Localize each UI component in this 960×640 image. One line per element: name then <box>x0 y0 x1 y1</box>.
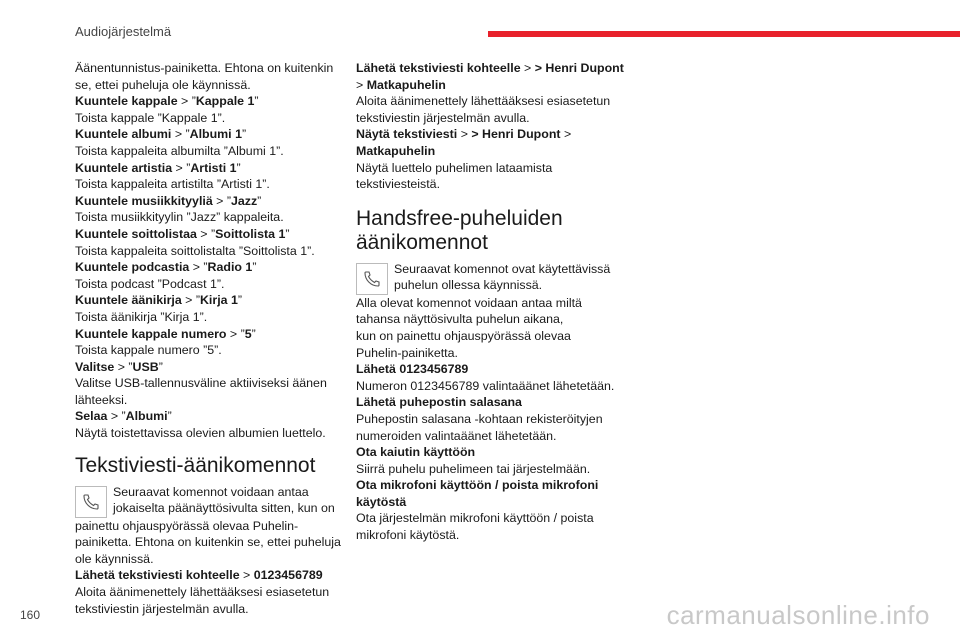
command-entry: Näytä tekstiviesti > > Henri Dupont > Matkapuhelin Näytä luettelo puhelimen lataamista tekstiviesteistä. <box>356 127 572 192</box>
left-column: Äänentunnistus-painiketta. Ehtona on kuitenkin se, ettei puheluja ole käynnissä. Kuuntele kappale > ”Kappale 1” Toista kappale ”Kappale 1”. Kuuntele albumi > ”Albumi 1” Toista kappaleita albumilta ”Albumi 1”. Kuuntele artistia > ”Artisti 1” Toista kappaleita artistilta ”Artisti 1”. Kuuntele musiikkityyliä > ”Jazz” Toista musiikkityylin ”Jazz” kappaleita. Kuuntele soittolistaa > ”Soittolista 1” Toista kappaleita soittolistalta ”Soittolista 1”. Kuuntele podcastia > ”Radio 1” Toista podcast ”Podcast 1”. Kuuntele äänikirja > ”Kirja 1” Toista äänikirja ”Kirja 1”. Kuuntele kappale numero > ”5” Toista kappale numero ”5”. Valitse > ”USB” Valitse USB-tallennusväline aktiiviseksi äänen lähteeksi. Selaa > ”Albumi” Näytä toistettavissa olevien albumien luettelo. Tekstiviesti-äänikomennot Seuraavat komennot voidaan antaa jokaiselta päänäyttösivulta sitten, kun on painettu ohjauspyörässä olevaa Puhelin- painiketta. Ehtona on kuitenkin se, ettei puheluja ole käynnissä. Lähetä tekstiviesti kohteelle > 0123456789 Aloita äänimenettely lähettääksesi esiasetetun tekstiviestin järjestelmän avulla. <box>75 61 341 616</box>
command-entry: Lähetä 0123456789 Numeron 0123456789 valintaäänet lähetetään. <box>356 362 615 393</box>
command-entry: Valitse > ”USB” Valitse USB-tallennusväline aktiiviseksi äänen lähteeksi. <box>75 359 327 407</box>
intro-text: Äänentunnistus-painiketta. Ehtona on kuitenkin se, ettei puheluja ole käynnissä. <box>75 61 334 92</box>
command-entry: Selaa > ”Albumi” Näytä toistettavissa olevien albumien luettelo. <box>75 409 326 441</box>
command-entry: Ota mikrofoni käyttöön / poista mikrofoni käytöstä Ota järjestelmän mikrofoni käyttöön / poista mikrofoni käytöstä. <box>356 478 599 543</box>
command-entry: Kuuntele musiikkityyliä > ”Jazz” Toista musiikkityylin ”Jazz” kappaleita. <box>75 193 284 225</box>
command-entry: Lähetä tekstiviesti kohteelle > 0123456789 Aloita äänimenettely lähettääksesi esiasetetun tekstiviestin järjestelmän avulla. <box>75 568 330 616</box>
section-heading: Tekstiviesti-äänikomennot <box>75 453 316 477</box>
section-heading: Handsfree-puheluiden äänikomennot <box>356 206 563 254</box>
phone-handset-icon <box>356 263 388 295</box>
watermark: carmanualsonline.info <box>666 600 930 630</box>
command-entry: Kuuntele albumi > ”Albumi 1” Toista kappaleita albumilta ”Albumi 1”. <box>75 127 284 158</box>
info-note: Seuraavat komennot voidaan antaa jokaiselta päänäyttösivulta sitten, kun on <box>75 484 340 518</box>
command-entry: Ota kaiutin käyttöön Siirrä puhelu puhelimeen tai järjestelmään. <box>356 445 591 476</box>
command-entry: Kuuntele soittolistaa > ”Soittolista 1” Toista kappaleita soittolistalta ”Soittolista 1”. <box>75 226 315 258</box>
command-entry: Kuuntele kappale > ”Kappale 1” Toista kappale ”Kappale 1”. <box>75 94 259 125</box>
command-entry: Kuuntele artistia > ”Artisti 1” Toista kappaleita artistilta ”Artisti 1”. <box>75 160 270 192</box>
command-entry: Lähetä puhepostin salasana Puhepostin salasana -kohtaan rekisteröityjen numeroiden valintaäänet lähetetään. <box>356 395 603 443</box>
command-entry: Kuuntele podcastia > ”Radio 1” Toista podcast ”Podcast 1”. <box>75 260 257 291</box>
phone-handset-icon <box>75 486 107 518</box>
info-note: Seuraavat komennot ovat käytettävissä puhelun ollessa käynnissä. <box>356 261 621 295</box>
command-entry: Kuuntele kappale numero > ”5” Toista kappale numero ”5”. <box>75 326 256 358</box>
running-header: Audiojärjestelmä <box>75 24 172 39</box>
command-entry: Lähetä tekstiviesti kohteelle > > Henri Dupont > Matkapuhelin Aloita äänimenettely lähettääksesi esiasetetun tekstiviestin järjestelmän avulla. <box>356 61 624 125</box>
command-entry: Kuuntele äänikirja > ”Kirja 1” Toista äänikirja ”Kirja 1”. <box>75 293 243 324</box>
right-column: Lähetä tekstiviesti kohteelle > > Henri Dupont > Matkapuhelin Aloita äänimenettely lähettääksesi esiasetetun tekstiviestin järjestelmän avulla. Näytä tekstiviesti > > Henri Dupont > Matkapuhelin Näytä luettelo puhelimen lataamista tekstiviesteistä. Handsfree-puheluiden äänikomennot Seuraavat komennot ovat käytettävissä puhelun ollessa käynnissä. Alla olevat komennot voidaan antaa miltä tahansa näyttösivulta puhelun aikana, kun on painettu ohjauspyörässä olevaa Puhelin-painiketta. Lähetä 0123456789 Numeron 0123456789 valintaäänet lähetetään. Lähetä puhepostin salasana Puhepostin salasana -kohtaan rekisteröityjen numeroiden valintaäänet lähetetään. Ota kaiutin käyttöön Siirrä puhelu puhelimeen tai järjestelmään. Ota mikrofoni käyttöön / poista mikrofoni käytöstä Ota järjestelmän mikrofoni käyttöön / poista mikrofoni käytöstä. <box>356 61 624 543</box>
header-accent-bar <box>488 31 960 37</box>
page-number: 160 <box>20 608 41 622</box>
